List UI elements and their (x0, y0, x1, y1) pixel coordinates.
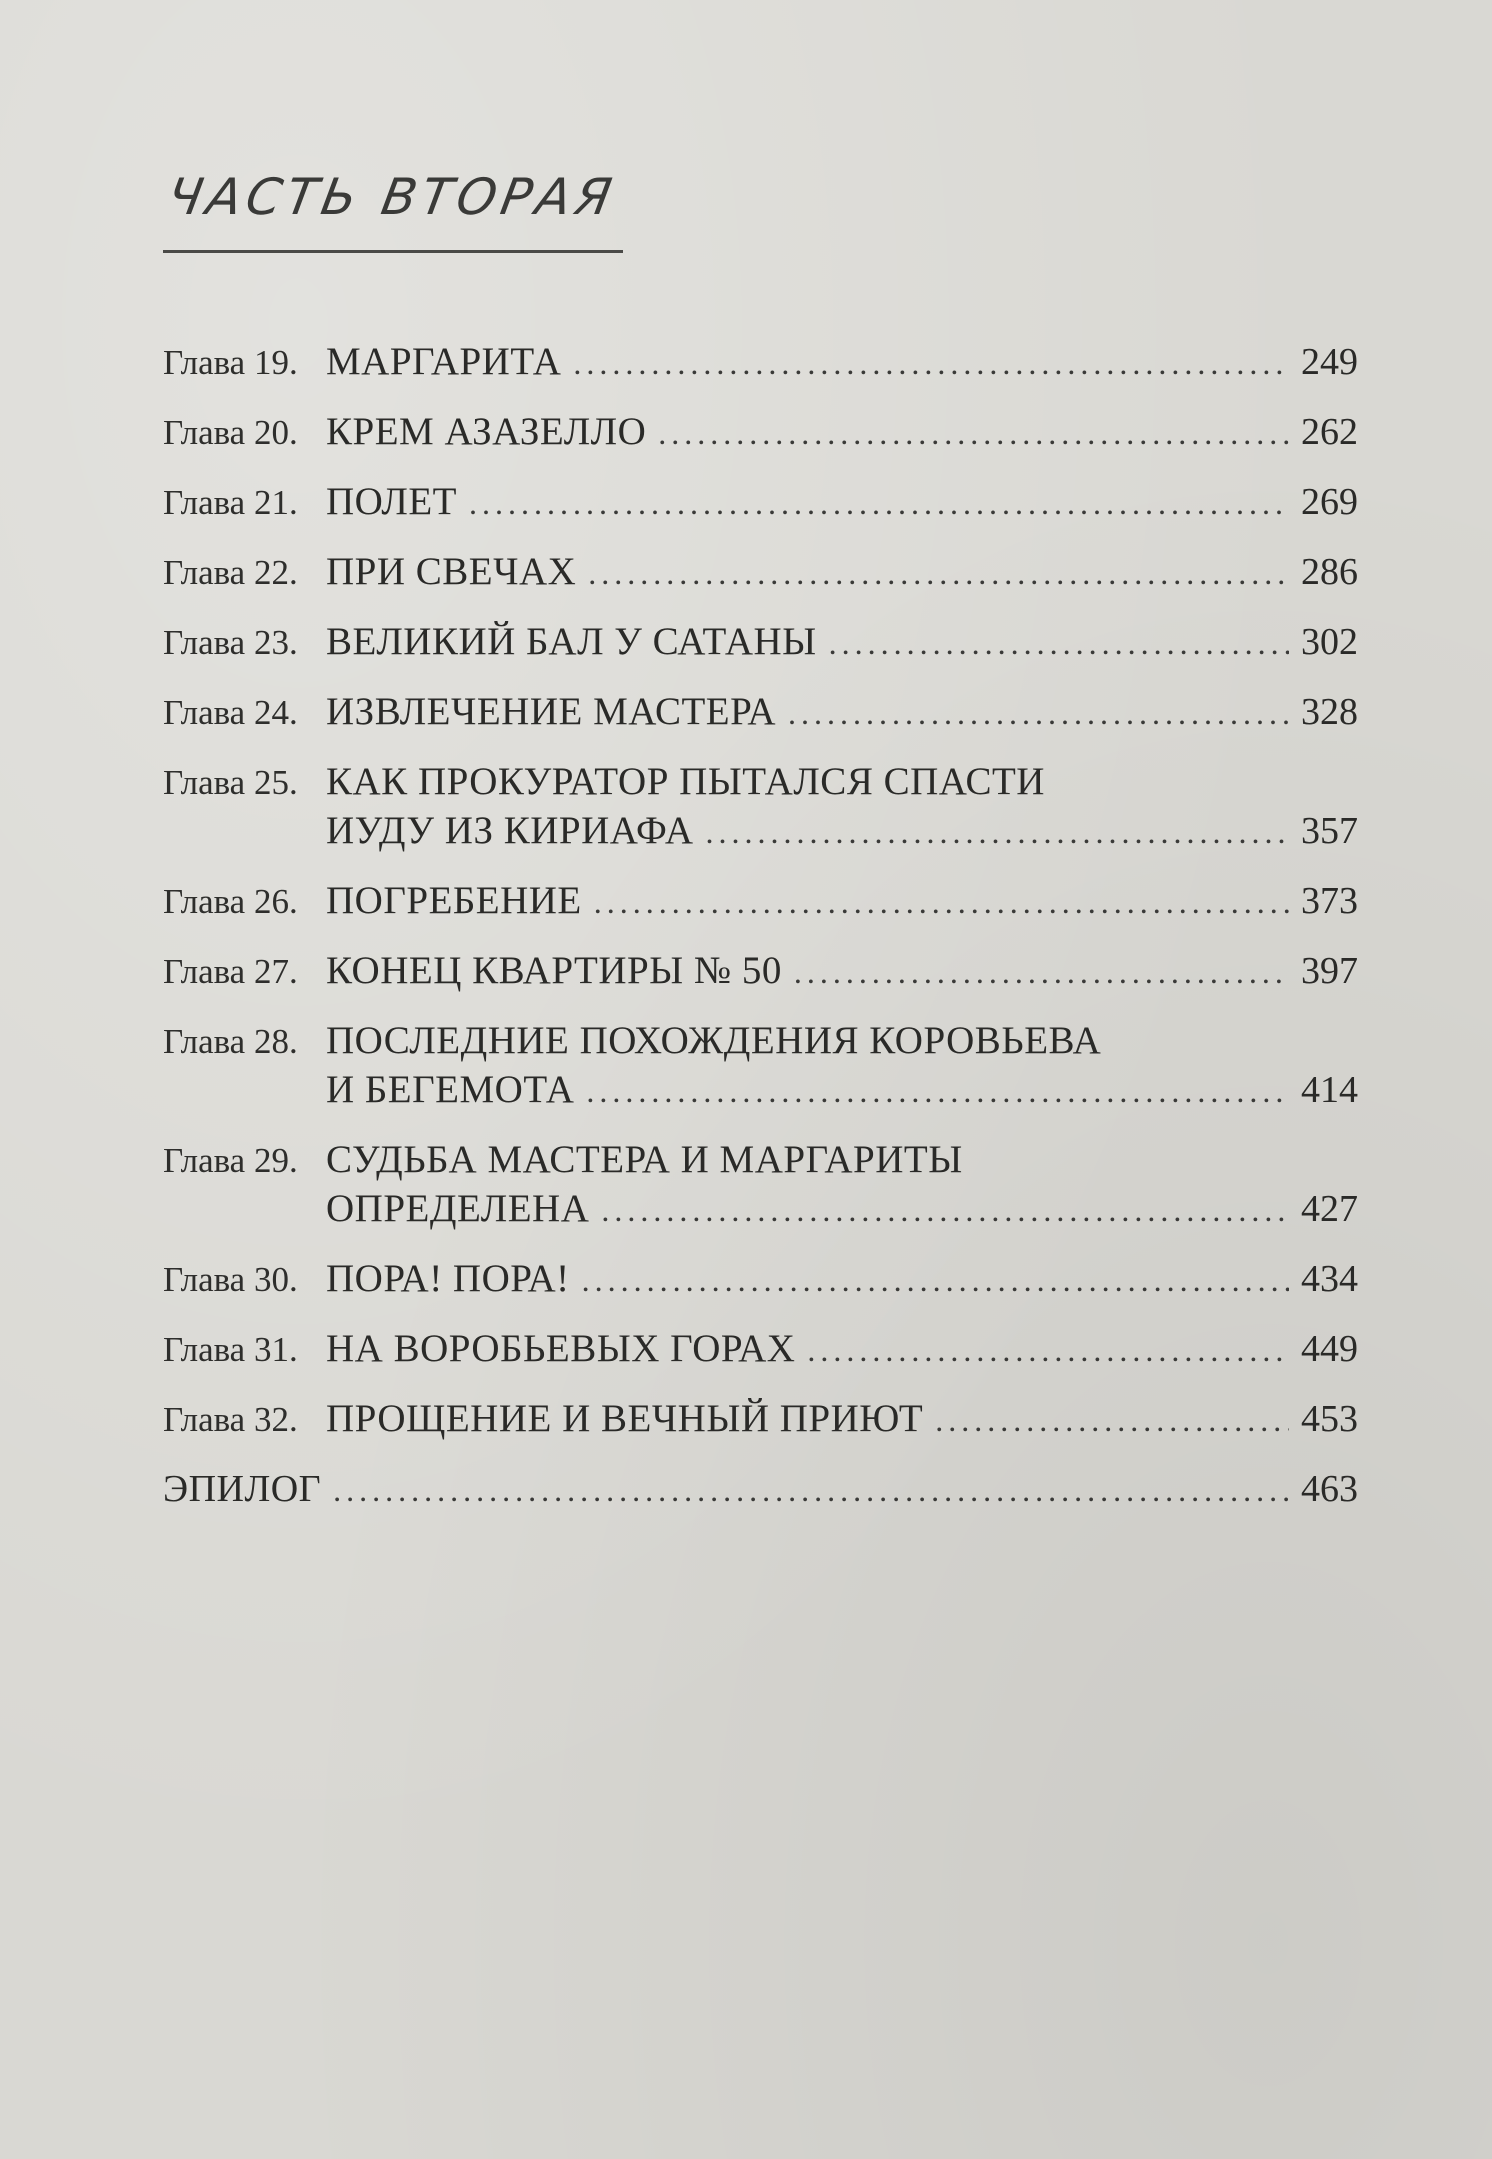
dot-leader (573, 339, 1289, 387)
page-number: 249 (1301, 341, 1358, 383)
chapter-title-line-2: И БЕГЕМОТА (326, 1068, 575, 1111)
chapter-number: Глава 25. (163, 763, 298, 802)
page-number: 427 (1301, 1188, 1358, 1230)
chapter-number: Глава 21. (163, 483, 298, 522)
table-of-contents (163, 338, 1358, 1535)
toc-entry-22[interactable] (163, 548, 1358, 597)
toc-entry-25[interactable] (163, 758, 1358, 856)
toc-entry-28[interactable] (163, 1017, 1358, 1115)
dot-leader (807, 1326, 1289, 1374)
page-number: 262 (1301, 411, 1358, 453)
page-number: 269 (1301, 481, 1358, 523)
chapter-number: Глава 23. (163, 623, 298, 662)
epilogue-title: ЭПИЛОГ (163, 1468, 322, 1510)
page-number: 328 (1301, 691, 1358, 733)
page-number: 397 (1301, 950, 1358, 992)
toc-entry-30[interactable] (163, 1255, 1358, 1304)
dot-leader (588, 549, 1289, 597)
chapter-title-line-1: СУДЬБА МАСТЕРА И МАРГАРИТЫ (326, 1138, 963, 1181)
toc-entry-20[interactable] (163, 408, 1358, 457)
chapter-title-line-1: КАК ПРОКУРАТОР ПЫТАЛСЯ СПАСТИ (326, 760, 1045, 803)
dot-leader (706, 808, 1290, 856)
page-number: 449 (1301, 1328, 1358, 1370)
dot-leader (829, 619, 1289, 667)
toc-entry-24[interactable] (163, 688, 1358, 737)
part-title-underline (163, 250, 623, 253)
chapter-number: Глава 31. (163, 1330, 298, 1369)
chapter-number: Глава 27. (163, 952, 298, 991)
page-number: 357 (1301, 810, 1358, 852)
chapter-title: МАРГАРИТА (326, 340, 562, 383)
chapter-title-line-1: ПОСЛЕДНИЕ ПОХОЖДЕНИЯ КОРОВЬЕВА (326, 1019, 1102, 1062)
dot-leader (333, 1466, 1289, 1514)
chapter-title: ПРОЩЕНИЕ И ВЕЧНЫЙ ПРИЮТ (326, 1397, 924, 1440)
chapter-title: ПОЛЕТ (326, 480, 457, 523)
chapter-number: Глава 20. (163, 413, 298, 452)
chapter-title: ПРИ СВЕЧАХ (326, 550, 577, 593)
chapter-number: Глава 28. (163, 1022, 298, 1061)
toc-entry-epilogue[interactable] (163, 1465, 1358, 1514)
dot-leader (594, 878, 1289, 926)
dot-leader (601, 1186, 1289, 1234)
chapter-number: Глава 24. (163, 693, 298, 732)
page-number: 463 (1301, 1468, 1358, 1510)
toc-entry-26[interactable] (163, 877, 1358, 926)
page-number: 302 (1301, 621, 1358, 663)
chapter-title: ВЕЛИКИЙ БАЛ У САТАНЫ (326, 620, 817, 663)
toc-entry-32[interactable] (163, 1395, 1358, 1444)
dot-leader (586, 1067, 1289, 1115)
dot-leader (469, 479, 1289, 527)
chapter-title: НА ВОРОБЬЕВЫХ ГОРАХ (326, 1327, 796, 1370)
page-number: 453 (1301, 1398, 1358, 1440)
page-number: 373 (1301, 880, 1358, 922)
chapter-title-line-2: ОПРЕДЕЛЕНА (326, 1187, 590, 1230)
chapter-title: КРЕМ АЗАЗЕЛЛО (326, 410, 647, 453)
chapter-number: Глава 29. (163, 1141, 298, 1180)
chapter-title: ИЗВЛЕЧЕНИЕ МАСТЕРА (326, 690, 776, 733)
toc-entry-31[interactable] (163, 1325, 1358, 1374)
dot-leader (788, 689, 1289, 737)
dot-leader (658, 409, 1289, 457)
chapter-number: Глава 26. (163, 882, 298, 921)
chapter-title: ПОГРЕБЕНИЕ (326, 879, 582, 922)
chapter-number: Глава 30. (163, 1260, 298, 1299)
chapter-title: КОНЕЦ КВАРТИРЫ № 50 (326, 949, 782, 992)
chapter-number: Глава 19. (163, 343, 298, 382)
toc-entry-21[interactable] (163, 478, 1358, 527)
toc-entry-29[interactable] (163, 1136, 1358, 1234)
toc-entry-23[interactable] (163, 618, 1358, 667)
dot-leader (582, 1256, 1289, 1304)
page-number: 414 (1301, 1069, 1358, 1111)
page-number: 286 (1301, 551, 1358, 593)
toc-entry-19[interactable] (163, 338, 1358, 387)
dot-leader (794, 948, 1289, 996)
chapter-number: Глава 32. (163, 1400, 298, 1439)
part-title: ЧАСТЬ ВТОРАЯ (163, 168, 621, 226)
chapter-number: Глава 22. (163, 553, 298, 592)
dot-leader (935, 1396, 1289, 1444)
chapter-title: ПОРА! ПОРА! (326, 1257, 570, 1300)
toc-entry-27[interactable] (163, 947, 1358, 996)
chapter-title-line-2: ИУДУ ИЗ КИРИАФА (326, 809, 694, 852)
page-number: 434 (1301, 1258, 1358, 1300)
